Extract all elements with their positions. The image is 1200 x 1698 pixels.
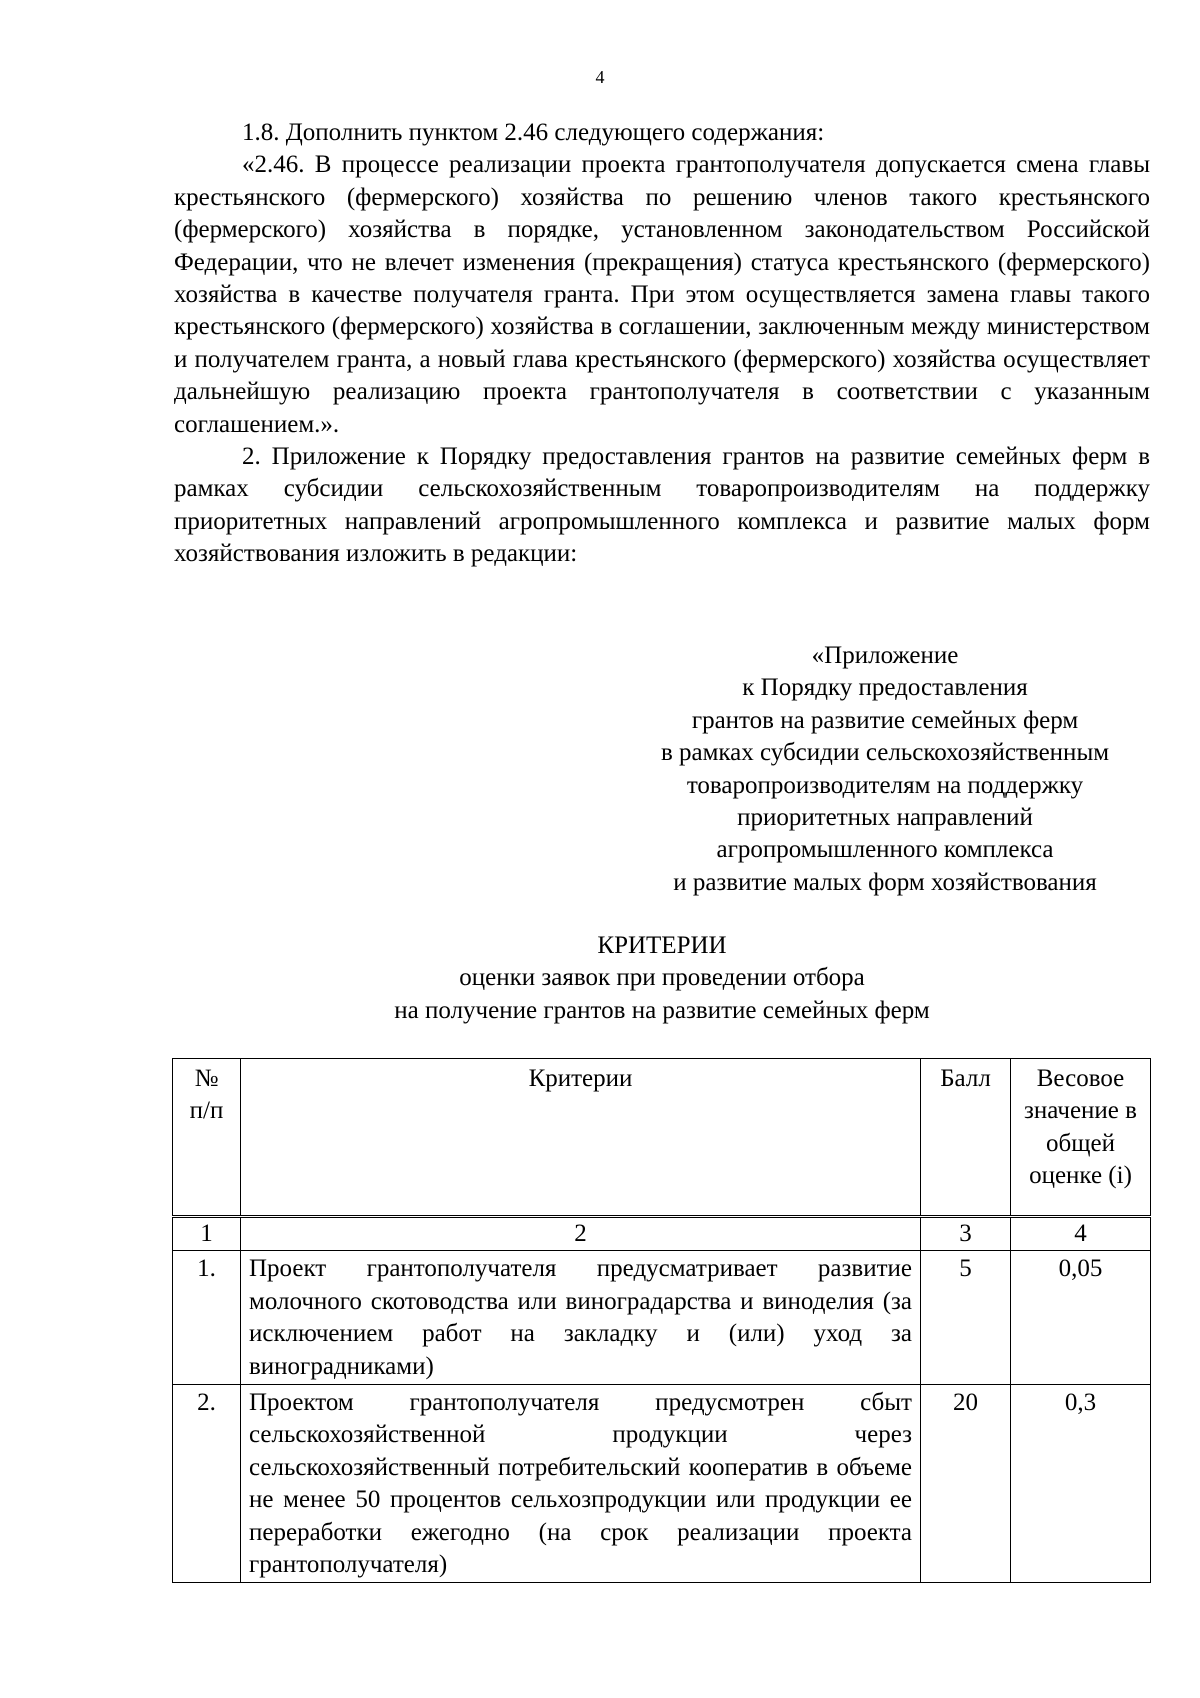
appendix-heading bbox=[620, 640, 1150, 899]
appendix-line: приоритетных направлений bbox=[737, 804, 1033, 832]
header-number-symbol: № bbox=[194, 1065, 219, 1092]
header-number bbox=[173, 1059, 241, 1217]
body-text bbox=[174, 117, 1150, 571]
criteria-title-block bbox=[174, 930, 1150, 1027]
appendix-line: «Приложение bbox=[811, 642, 959, 669]
appendix-line: грантов на развитие семейных ферм bbox=[691, 706, 1079, 734]
row-criterion-text: Проектом грантополучателя предусмотрен сбыт сельскохозяйственной продукции через сельскохозяйственный потребительский кооператив в объеме не менее 50 процентов сельхозпродукции или продукции ее переработки ежегодно (на срок реализации проекта грантополучателя) bbox=[241, 1385, 921, 1583]
column-number: 2 bbox=[241, 1217, 921, 1251]
appendix-line: товаропроизводителям на поддержку bbox=[686, 771, 1084, 799]
appendix-line: и развитие малых форм хозяйствования bbox=[673, 868, 1097, 896]
header-score: Балл bbox=[921, 1059, 1011, 1217]
criteria-subtitle-line: на получение грантов на развитие семейных ферм bbox=[394, 996, 930, 1024]
criteria-title: КРИТЕРИИ bbox=[597, 932, 727, 959]
page-number: 4 bbox=[595, 67, 605, 87]
row-number: 1. bbox=[173, 1251, 241, 1385]
row-score: 5 bbox=[921, 1251, 1011, 1385]
column-number: 4 bbox=[1011, 1217, 1151, 1251]
appendix-line: агропромышленного комплекса bbox=[716, 836, 1054, 864]
row-number: 2. bbox=[173, 1385, 241, 1583]
table-header-row bbox=[173, 1059, 1151, 1217]
row-weight: 0,05 bbox=[1011, 1251, 1151, 1385]
row-score: 20 bbox=[921, 1385, 1011, 1583]
row-criterion-text: Проект грантополучателя предусматривает развитие молочного скотоводства или виноградарства и виноделия (за исключением работ на закладку и (или) уход за виноградниками) bbox=[241, 1251, 921, 1385]
appendix-line: к Порядку предоставления bbox=[742, 674, 1028, 702]
row-weight: 0,3 bbox=[1011, 1385, 1151, 1583]
table-row bbox=[173, 1251, 1151, 1385]
header-criteria: Критерии bbox=[241, 1059, 921, 1217]
column-number-row bbox=[173, 1217, 1151, 1251]
column-number: 3 bbox=[921, 1217, 1011, 1251]
appendix-line: в рамках субсидии сельскохозяйственным bbox=[660, 739, 1110, 767]
criteria-subtitle-line: оценки заявок при проведении отбора bbox=[459, 964, 865, 992]
column-number: 1 bbox=[173, 1217, 241, 1251]
paragraph-appendix-change: 2. Приложение к Порядку предоставления грантов на развитие семейных ферм в рамках субсидии сельскохозяйственным товаропроизводителям на поддержку приоритетных направлений агропромышленного комплекса и развитие малых форм хозяйствования изложить в редакции: bbox=[174, 443, 1150, 568]
paragraph-amendment-1-8: 1.8. Дополнить пунктом 2.46 следующего содержания: bbox=[242, 119, 825, 146]
header-number-abbrev: п/п bbox=[189, 1097, 224, 1125]
criteria-table bbox=[172, 1058, 1151, 1583]
table-row bbox=[173, 1385, 1151, 1583]
header-weight: Весовое значение в общей оценке (i) bbox=[1011, 1059, 1151, 1217]
paragraph-clause-2-46: «2.46. В процессе реализации проекта грантополучателя допускается смена главы крестьянского (фермерского) хозяйства по решению членов такого крестьянского (фермерского) хозяйства в порядке, установленном законодательством Российской Федерации, что не влечет изменения (прекращения) статуса крестьянского (фермерского) хозяйства в качестве получателя гранта. При этом осуществляется замена главы такого крестьянского (фермерского) хозяйства в соглашении, заключенным между министерством и получателем гранта, а новый глава крестьянского (фермерского) хозяйства осуществляет дальнейшую реализацию проекта грантополучателя в соответствии с указанным соглашением.». bbox=[174, 151, 1150, 438]
